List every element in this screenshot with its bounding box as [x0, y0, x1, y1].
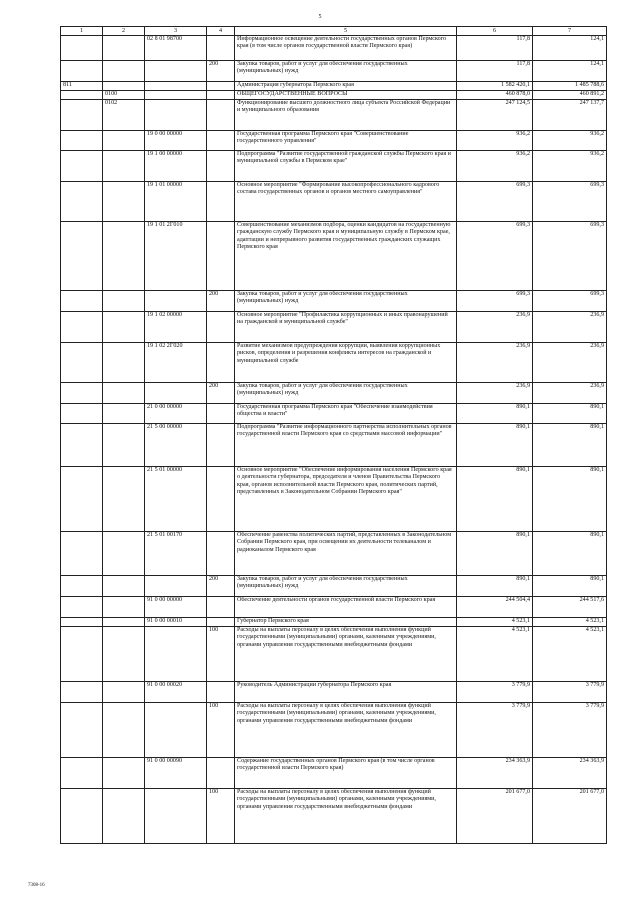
item-description: ОБЩЕГОСУДАРСТВЕННЫЕ ВОПРОСЫ	[235, 91, 457, 100]
amount-year-2: 247 137,7	[533, 100, 607, 131]
item-description: Закупка товаров, работ и услуг для обеспечения государственных (муниципальных) нужд	[235, 576, 457, 597]
expense-type-code	[207, 100, 235, 131]
item-description: Основное мероприятие "Формирование высокопрофессионального кадрового состава государственных органов и органов местного самоуправления"	[235, 182, 457, 222]
amount-year-1: 936,2	[457, 151, 533, 182]
expense-type-code	[207, 467, 235, 532]
item-description: Закупка товаров, работ и услуг для обеспечения государственных (муниципальных) нужд	[235, 291, 457, 312]
amount-year-1: 890,1	[457, 467, 533, 532]
ministry-code	[61, 291, 103, 312]
table-row	[61, 131, 607, 151]
ministry-code	[61, 576, 103, 597]
section-code: 0100	[103, 91, 145, 100]
ministry-code	[61, 404, 103, 424]
section-code	[103, 383, 145, 404]
table-row	[61, 597, 607, 618]
table-row	[61, 758, 607, 789]
target-article-code: 19 0 00 00000	[145, 131, 207, 151]
expense-type-code	[207, 36, 235, 61]
amount-year-2: 1 485 788,6	[533, 82, 607, 91]
amount-year-1: 699,3	[457, 291, 533, 312]
item-description: Государственная программа Пермского края "Совершенствование государственного управления"	[235, 131, 457, 151]
target-article-code: 21 5 01 00170	[145, 532, 207, 576]
ministry-code	[61, 789, 103, 844]
amount-year-1: 247 124,5	[457, 100, 533, 131]
expense-type-code	[207, 532, 235, 576]
expense-type-code	[207, 222, 235, 291]
ministry-code	[61, 131, 103, 151]
item-description: Совершенствование механизмов подбора, оценки кандидатов на государственную гражданскую службу Пермского края и муниципальную службу в Пермском крае, адаптации и непрерывного развития государственных гражданских служащих Пермского края	[235, 222, 457, 291]
table-row	[61, 182, 607, 222]
item-description: Подпрограмма "Развитие государственной гражданской службы Пермского края и муниципальной службы в Пермском крае"	[235, 151, 457, 182]
expense-type-code	[207, 182, 235, 222]
target-article-code: 19 1 01 2Г010	[145, 222, 207, 291]
table-row	[61, 222, 607, 291]
ministry-code	[61, 343, 103, 383]
table-row	[61, 383, 607, 404]
item-description: Государственная программа Пермского края "Обеспечение взаимодействия общества и власти"	[235, 404, 457, 424]
section-code: 0102	[103, 100, 145, 131]
amount-year-2: 3 779,9	[533, 703, 607, 758]
amount-year-1: 890,1	[457, 424, 533, 467]
table-row	[61, 91, 607, 100]
amount-year-2: 244 517,6	[533, 597, 607, 618]
expense-type-code	[207, 618, 235, 627]
amount-year-1: 890,1	[457, 576, 533, 597]
target-article-code: 19 1 00 00000	[145, 151, 207, 182]
section-code	[103, 758, 145, 789]
item-description: Содержание государственных органов Пермского края (в том числе органов государственной власти Пермского края)	[235, 758, 457, 789]
item-description: Функционирование высшего должностного лица субъекта Российской Федерации и муниципального образования	[235, 100, 457, 131]
table-row	[61, 343, 607, 383]
amount-year-1: 460 878,0	[457, 91, 533, 100]
target-article-code: 21 5 01 00000	[145, 467, 207, 532]
footer-code: 7308-16	[28, 883, 45, 888]
amount-year-2: 234 363,9	[533, 758, 607, 789]
target-article-code	[145, 291, 207, 312]
expense-type-code: 200	[207, 383, 235, 404]
target-article-code	[145, 576, 207, 597]
amount-year-2: 460 891,2	[533, 91, 607, 100]
amount-year-1: 236,9	[457, 343, 533, 383]
ministry-code	[61, 36, 103, 61]
expense-type-code	[207, 82, 235, 91]
expense-type-code	[207, 682, 235, 703]
amount-year-1: 3 779,9	[457, 682, 533, 703]
amount-year-2: 4 523,1	[533, 627, 607, 682]
ministry-code	[61, 532, 103, 576]
ministry-code	[61, 182, 103, 222]
ministry-code	[61, 682, 103, 703]
column-header: 6	[457, 27, 533, 36]
expense-type-code	[207, 131, 235, 151]
target-article-code	[145, 627, 207, 682]
column-header: 5	[235, 27, 457, 36]
amount-year-2: 124,1	[533, 61, 607, 82]
section-code	[103, 682, 145, 703]
item-description: Основное мероприятие "Профилактика коррупционных и иных правонарушений на гражданской и муниципальной службе"	[235, 312, 457, 343]
table-row	[61, 312, 607, 343]
expense-type-code: 100	[207, 627, 235, 682]
table-row	[61, 82, 607, 91]
amount-year-2: 236,9	[533, 312, 607, 343]
ministry-code	[61, 703, 103, 758]
column-header: 1	[61, 27, 103, 36]
expense-type-code	[207, 312, 235, 343]
table-header-row	[61, 27, 607, 36]
item-description: Администрация губернатора Пермского края	[235, 82, 457, 91]
amount-year-2: 936,2	[533, 131, 607, 151]
ministry-code	[61, 91, 103, 100]
section-code	[103, 151, 145, 182]
amount-year-1: 117,8	[457, 36, 533, 61]
ministry-code	[61, 627, 103, 682]
section-code	[103, 618, 145, 627]
budget-table	[60, 26, 607, 844]
section-code	[103, 291, 145, 312]
table-row	[61, 627, 607, 682]
ministry-code	[61, 467, 103, 532]
item-description: Закупка товаров, работ и услуг для обеспечения государственных (муниципальных) нужд	[235, 383, 457, 404]
amount-year-2: 699,3	[533, 182, 607, 222]
section-code	[103, 312, 145, 343]
target-article-code: 19 1 02 00000	[145, 312, 207, 343]
target-article-code	[145, 789, 207, 844]
item-description: Основное мероприятие "Обеспечение информирования населения Пермского края о деятельности губернатора, председателя и членов Правительства Пермского края, органов исполнительной власти Пермского края, политических партий, представленных в Законодательном Собрании Пермского края"	[235, 467, 457, 532]
section-code	[103, 131, 145, 151]
amount-year-1: 201 677,0	[457, 789, 533, 844]
expense-type-code: 200	[207, 291, 235, 312]
column-header: 2	[103, 27, 145, 36]
amount-year-1: 244 504,4	[457, 597, 533, 618]
table-row	[61, 424, 607, 467]
amount-year-1: 890,1	[457, 532, 533, 576]
expense-type-code	[207, 404, 235, 424]
amount-year-2: 236,9	[533, 343, 607, 383]
target-article-code	[145, 91, 207, 100]
section-code	[103, 703, 145, 758]
section-code	[103, 789, 145, 844]
item-description: Информационное освещение деятельности государственных органов Пермского края (в том числе органов государственной власти Пермского края)	[235, 36, 457, 61]
amount-year-1: 236,9	[457, 383, 533, 404]
section-code	[103, 36, 145, 61]
item-description: Расходы на выплаты персоналу в целях обеспечения выполнения функций государственными (муниципальными) органами, казенными учреждениями, органами управления государственными внебюджетными фондами	[235, 627, 457, 682]
expense-type-code	[207, 424, 235, 467]
section-code	[103, 576, 145, 597]
expense-type-code	[207, 758, 235, 789]
ministry-code	[61, 424, 103, 467]
ministry-code	[61, 312, 103, 343]
table-row	[61, 789, 607, 844]
ministry-code	[61, 100, 103, 131]
amount-year-1: 4 523,1	[457, 618, 533, 627]
target-article-code: 19 1 02 2Г020	[145, 343, 207, 383]
ministry-code	[61, 618, 103, 627]
target-article-code	[145, 703, 207, 758]
table-row	[61, 151, 607, 182]
amount-year-1: 3 779,9	[457, 703, 533, 758]
expense-type-code	[207, 597, 235, 618]
column-header: 4	[207, 27, 235, 36]
amount-year-1: 234 363,9	[457, 758, 533, 789]
ministry-code	[61, 61, 103, 82]
expense-type-code: 200	[207, 576, 235, 597]
target-article-code: 91 0 00 00020	[145, 682, 207, 703]
target-article-code: 91 0 00 00090	[145, 758, 207, 789]
expense-type-code: 100	[207, 789, 235, 844]
table-row	[61, 682, 607, 703]
table-row	[61, 100, 607, 131]
amount-year-2: 890,1	[533, 404, 607, 424]
amount-year-1: 236,9	[457, 312, 533, 343]
amount-year-2: 936,2	[533, 151, 607, 182]
table-row	[61, 576, 607, 597]
target-article-code: 02 8 01 98700	[145, 36, 207, 61]
section-code	[103, 532, 145, 576]
table-row	[61, 703, 607, 758]
target-article-code	[145, 82, 207, 91]
amount-year-2: 890,1	[533, 467, 607, 532]
amount-year-1: 699,3	[457, 182, 533, 222]
table-row	[61, 618, 607, 627]
amount-year-1: 117,8	[457, 61, 533, 82]
section-code	[103, 82, 145, 91]
expense-type-code: 100	[207, 703, 235, 758]
expense-type-code: 200	[207, 61, 235, 82]
target-article-code: 91 0 00 00000	[145, 597, 207, 618]
target-article-code: 91 0 00 00010	[145, 618, 207, 627]
section-code	[103, 424, 145, 467]
amount-year-2: 890,1	[533, 532, 607, 576]
amount-year-2: 236,9	[533, 383, 607, 404]
expense-type-code	[207, 343, 235, 383]
item-description: Подпрограмма "Развитие информационного партнерства исполнительных органов государственной власти Пермского края со средствами массовой информации"	[235, 424, 457, 467]
amount-year-1: 1 582 420,1	[457, 82, 533, 91]
amount-year-1: 890,1	[457, 404, 533, 424]
ministry-code	[61, 597, 103, 618]
column-header: 7	[533, 27, 607, 36]
table-row	[61, 532, 607, 576]
ministry-code	[61, 151, 103, 182]
table-row	[61, 291, 607, 312]
page-number: 5	[318, 14, 322, 20]
section-code	[103, 343, 145, 383]
ministry-code	[61, 383, 103, 404]
item-description: Закупка товаров, работ и услуг для обеспечения государственных (муниципальных) нужд	[235, 61, 457, 82]
item-description: Расходы на выплаты персоналу в целях обеспечения выполнения функций государственными (муниципальными) органами, казенными учреждениями, органами управления государственными внебюджетными фондами	[235, 789, 457, 844]
target-article-code: 21 5 00 00000	[145, 424, 207, 467]
item-description: Губернатор Пермского края	[235, 618, 457, 627]
expense-type-code	[207, 151, 235, 182]
ministry-code	[61, 758, 103, 789]
amount-year-2: 3 779,9	[533, 682, 607, 703]
table-row	[61, 404, 607, 424]
ministry-code: 811	[61, 82, 103, 91]
item-description: Обеспечение равенства политических партий, представленных в Законодательном Собрании Пермского края, при освещении их деятельности телеканалом и радиоканалом Пермского края	[235, 532, 457, 576]
section-code	[103, 61, 145, 82]
amount-year-2: 124,1	[533, 36, 607, 61]
target-article-code	[145, 383, 207, 404]
amount-year-2: 890,1	[533, 576, 607, 597]
section-code	[103, 222, 145, 291]
item-description: Руководитель Администрации губернатора Пермского края	[235, 682, 457, 703]
target-article-code: 21 0 00 00000	[145, 404, 207, 424]
amount-year-2: 699,3	[533, 222, 607, 291]
section-code	[103, 467, 145, 532]
table-row	[61, 61, 607, 82]
ministry-code	[61, 222, 103, 291]
section-code	[103, 404, 145, 424]
amount-year-1: 4 523,1	[457, 627, 533, 682]
column-header: 3	[145, 27, 207, 36]
amount-year-2: 201 677,0	[533, 789, 607, 844]
amount-year-1: 699,3	[457, 222, 533, 291]
target-article-code: 19 1 01 00000	[145, 182, 207, 222]
table-row	[61, 467, 607, 532]
amount-year-1: 936,2	[457, 131, 533, 151]
target-article-code	[145, 61, 207, 82]
amount-year-2: 699,3	[533, 291, 607, 312]
table-row	[61, 36, 607, 61]
expense-type-code	[207, 91, 235, 100]
section-code	[103, 627, 145, 682]
target-article-code	[145, 100, 207, 131]
amount-year-2: 4 523,1	[533, 618, 607, 627]
amount-year-2: 890,1	[533, 424, 607, 467]
section-code	[103, 182, 145, 222]
item-description: Развитие механизмов предупреждения коррупции, выявления коррупционных рисков, определения и разрешения конфликта интересов на гражданской и муниципальной службе	[235, 343, 457, 383]
item-description: Расходы на выплаты персоналу в целях обеспечения выполнения функций государственными (муниципальными) органами, казенными учреждениями, органами управления государственными внебюджетными фондами	[235, 703, 457, 758]
item-description: Обеспечение деятельности органов государственной власти Пермского края	[235, 597, 457, 618]
section-code	[103, 597, 145, 618]
